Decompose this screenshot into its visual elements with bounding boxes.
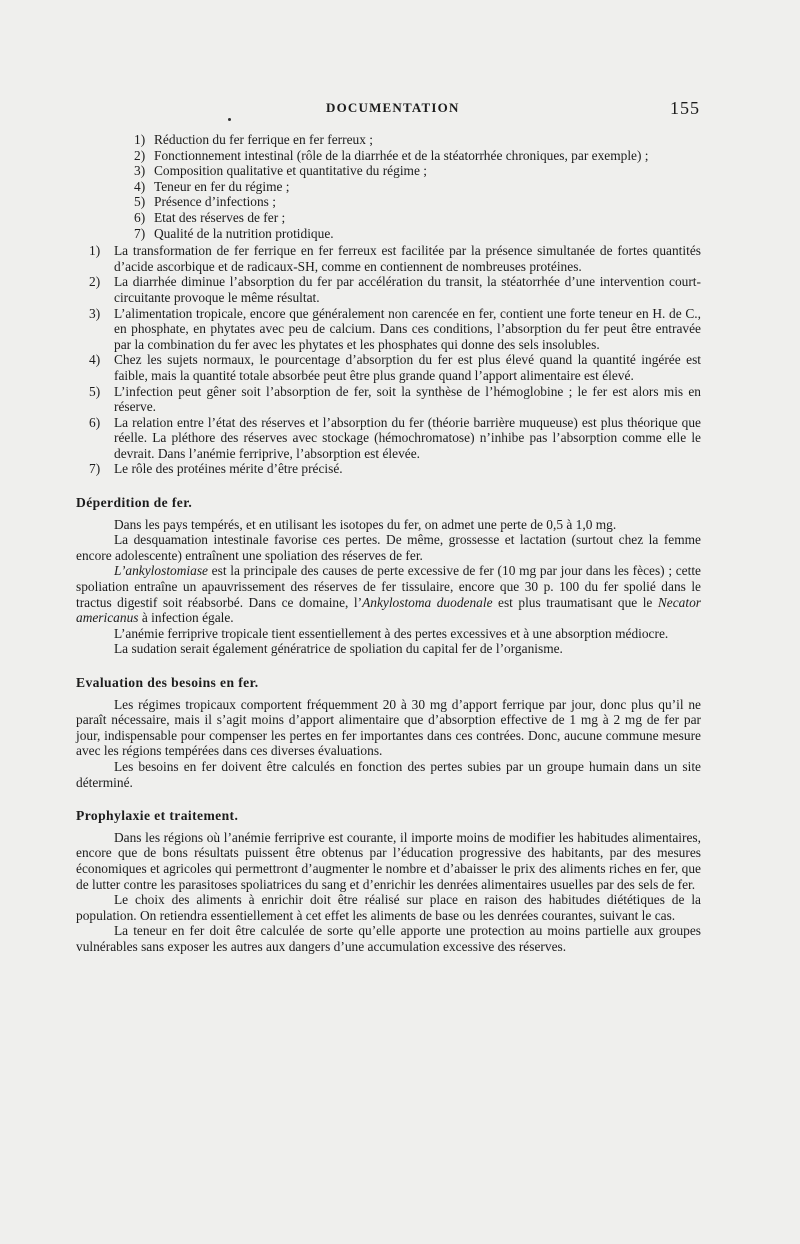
note-number: 3) (89, 305, 101, 321)
paragraph: Les besoins en fer doivent être calculés en fonction des pertes subies par un groupe humain dans un site déterminé. (76, 758, 701, 790)
list-text: Composition qualitative et quantitative du régime ; (154, 163, 427, 179)
list-number: 3) (134, 163, 146, 179)
list-number: 2) (134, 147, 146, 163)
list-text: Teneur en fer du régime ; (154, 178, 290, 194)
list-text: Fonctionnement intestinal (rôle de la diarrhée et de la stéatorrhée chroniques, par exemple) ; (154, 147, 649, 163)
note-item (76, 461, 701, 477)
page-body (76, 132, 701, 955)
note-text: Le rôle des protéines mérite d’être précisé. (114, 461, 343, 477)
paragraph: Dans les pays tempérés, et en utilisant les isotopes du fer, on admet une perte de 0,5 à 1,0 mg. (114, 516, 617, 532)
list-text: Réduction du fer ferrique en fer ferreux ; (154, 132, 373, 147)
list-number: 6) (134, 209, 146, 225)
list-item (134, 148, 701, 164)
page-header (0, 98, 800, 120)
paragraph-text: est plus traumatisant que le (492, 594, 658, 610)
italic-term: Necator americanus (76, 594, 701, 626)
note-item (76, 243, 701, 274)
speck-mark (228, 118, 231, 121)
paragraph (76, 563, 701, 625)
list-number: 4) (134, 178, 146, 194)
list-text: Etat des réserves de fer ; (154, 209, 286, 225)
paragraph: La teneur en fer doit être calculée de sorte qu’elle apporte une protection au moins partielle aux groupes vulnérables sans exposer les autres aux dangers d’une accumulation excessive des réserves. (76, 923, 701, 954)
note-number: 5) (89, 383, 101, 399)
note-number: 4) (89, 352, 101, 368)
note-text: La relation entre l’état des réserves et l’absorption du fer (théorie barrière muqueuse) est plus théorique que réelle. La pléthore des réserves avec stockage (hémochromatose) n’inhibe pas l’absorption comme elle le devrait. Dans l’anémie ferriprive, l’absorption est élevée. (114, 414, 701, 461)
note-text: L’alimentation tropicale, encore que généralement non carencée en fer, contient une forte teneur en H. de C., en phosphate, en phytates avec peu de calcium. Dans ces conditions, l’absorption du fer peut être entravée par la combination du fer avec les phytates et les phosphates qui donne des sels insolubles. (114, 305, 701, 352)
section-heading-deperdition: Déperdition de fer. (76, 495, 193, 511)
note-text: L’infection peut gêner soit l’absorption de fer, soit la synthèse de l’hémoglobine ; le fer est alors mis en réserve. (114, 383, 701, 415)
note-item (76, 306, 701, 353)
list-number: 5) (134, 194, 146, 210)
notes-list (76, 243, 701, 477)
paragraph: La desquamation intestinale favorise ces pertes. De même, grossesse et lactation (surtout chez la femme encore adolescente) entraînent une spoliation des réserves de fer. (76, 532, 701, 563)
note-item (76, 352, 701, 383)
note-item (76, 415, 701, 462)
paragraph: La sudation serait également génératrice de spoliation du capital fer de l’organisme. (114, 641, 563, 657)
note-item (76, 384, 701, 415)
list-number: 7) (134, 225, 146, 241)
list-text: Qualité de la nutrition protidique. (154, 225, 334, 241)
paragraph: Les régimes tropicaux comportent fréquemment 20 à 30 mg d’apport ferrique par jour, donc plus qu’il ne paraît nécessaire, mais il s’agit moins d’apport alimentaire que d’absorption effective de 1 mg à 2 mg de fer par jour, indispensable pour compenser les pertes en fer importantes dans ces contrées. Donc, aucune commune mesure avec les régions tempérées dans ces diverses évaluations. (76, 696, 701, 759)
page-number: 155 (670, 98, 700, 118)
paragraph-text: à infection égale. (138, 610, 234, 626)
list-item (134, 132, 701, 148)
list-item (134, 163, 701, 179)
paragraph: L’anémie ferriprive tropicale tient essentiellement à des pertes excessives et à une absorption médiocre. (114, 625, 669, 641)
section-heading-prophylaxie: Prophylaxie et traitement. (76, 808, 239, 824)
italic-term: Ankylostoma duodenale (362, 594, 493, 610)
note-text: La diarrhée diminue l’absorption du fer par accélération du transit, la stéatorrhée d’une intervention court-circuitante provoque le même résultat. (114, 274, 701, 305)
note-number: 6) (89, 414, 101, 430)
note-number: 7) (89, 461, 101, 477)
list-number: 1) (134, 132, 146, 147)
paragraph-text: est la principale des causes de perte excessive de fer (10 mg par jour dans les fèces) ; cette spoliation entraîne un apauvrissement des réserves de fer tissulaire, encore que 30 p. 100 du fer spolié dans le tractus digestif soit réabsorbé. Dans ce domaine, l’ (76, 563, 701, 610)
list-item (134, 179, 701, 195)
list-item (134, 226, 701, 242)
note-text: La transformation de fer ferrique en fer ferreux est facilitée par la présence simultanée de fortes quantités d’acide ascorbique et de radicaux-SH, comme en contiennent de nombreuses protéines. (114, 243, 701, 274)
paragraph: Dans les régions où l’anémie ferriprive est courante, il importe moins de modifier les habitudes alimentaires, encore que de bons résultats puissent être obtenus par l’éducation progressive des habitants, par des mesures économiques et agricoles qui permettront d’augmenter le nombre et d’abaisser le prix des aliments riches en fer, que de lutter contre les parasitoses spoliatrices du sang et d’enrichir les denrées alimentaires usuelles par des sels de fer. (76, 829, 701, 892)
note-item (76, 274, 701, 305)
factor-list (134, 132, 701, 241)
list-item (134, 194, 701, 210)
note-text: Chez les sujets normaux, le pourcentage d’absorption du fer est plus élevé quand la quantité ingérée est faible, mais la quantité totale absorbée peut être plus grande quand l’apport alimentaire est élevé. (114, 352, 701, 383)
section-heading-evaluation: Evaluation des besoins en fer. (76, 675, 259, 690)
note-number: 2) (89, 274, 101, 290)
italic-term: L’ankylostomiase (114, 563, 208, 579)
running-head: DOCUMENTATION (326, 100, 460, 115)
list-item (134, 210, 701, 226)
paragraph: Le choix des aliments à enrichir doit être réalisé sur place en raison des habitudes diététiques de la population. On retiendra essentiellement à cet effet les aliments de base ou les denrées courantes, suivant le cas. (76, 892, 701, 923)
note-number: 1) (89, 243, 101, 259)
list-text: Présence d’infections ; (154, 194, 276, 210)
